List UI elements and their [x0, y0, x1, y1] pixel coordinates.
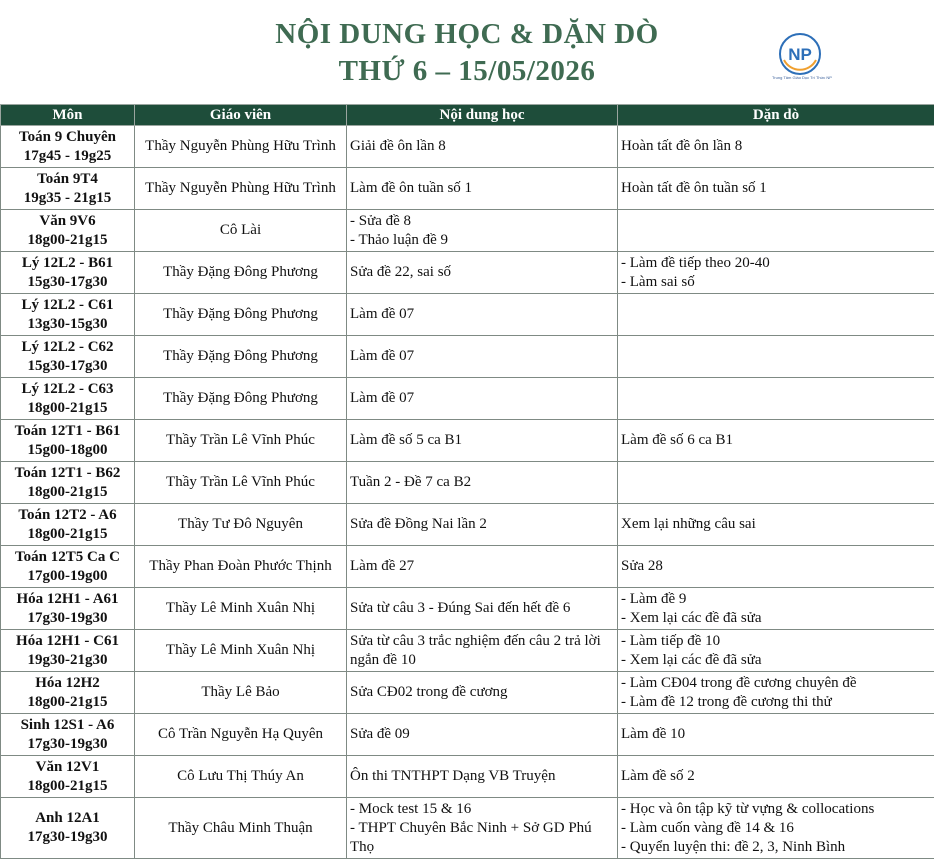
table-row [1, 504, 934, 546]
column-header-giao-vien: Giáo viên [135, 105, 347, 126]
content-cell-line: - Thảo luận đề 9 [350, 231, 449, 248]
table-row [1, 588, 934, 630]
table-row [1, 210, 934, 252]
subject-cell [1, 126, 135, 168]
logo-caption: Trung Tâm Giáo Dục Trí Thức NP [772, 75, 832, 80]
homework-cell-line: - Làm cuốn vàng đề 14 & 16 [621, 819, 794, 836]
subject-cell [1, 630, 135, 672]
content-cell [347, 336, 618, 378]
teacher-cell: Thầy Phan Đoàn Phước Thịnh [135, 546, 347, 588]
content-cell [347, 798, 618, 859]
subject-cell-line: Lý 12L2 - C63 [21, 380, 114, 397]
content-cell [347, 672, 618, 714]
subject-cell-line: 13g30-15g30 [27, 315, 108, 332]
content-cell [347, 294, 618, 336]
content-cell-line: Tuần 2 - Đề 7 ca B2 [350, 474, 472, 490]
content-cell-line: Sửa đề 09 [350, 726, 410, 742]
subject-cell-line: 17g30-19g30 [27, 829, 108, 845]
content-cell-line: Sửa từ câu 3 - Đúng Sai đến hết đề 6 [350, 600, 571, 616]
homework-cell [618, 462, 934, 504]
header [0, 0, 934, 104]
table-row [1, 756, 934, 798]
page-date: THỨ 6 – 15/05/2026 [338, 55, 596, 87]
homework-cell [618, 420, 934, 462]
teacher-cell: Cô Lưu Thị Thúy An [135, 756, 347, 798]
subject-cell [1, 756, 135, 798]
content-cell [347, 252, 618, 294]
subject-cell-line: Văn 9V6 [39, 212, 96, 229]
table-row [1, 126, 934, 168]
subject-cell-line: Lý 12L2 - B61 [21, 254, 114, 271]
homework-cell-line: - Xem lại các đề đã sửa [621, 651, 762, 668]
subject-cell-line: Lý 12L2 - C61 [21, 296, 114, 313]
teacher-cell: Thầy Lê Minh Xuân Nhị [135, 630, 347, 672]
content-cell-line: Làm đề 07 [350, 306, 415, 322]
content-cell-line: ngắn đề 10 [350, 651, 416, 668]
subject-cell-line: Lý 12L2 - C62 [21, 338, 114, 355]
subject-cell [1, 336, 135, 378]
subject-cell-line: 18g00-21g15 [27, 231, 108, 248]
content-cell [347, 504, 618, 546]
content-cell [347, 546, 618, 588]
teacher-cell: Thầy Đặng Đông Phương [135, 294, 347, 336]
content-cell [347, 168, 618, 210]
schedule-table [0, 104, 934, 859]
homework-cell [618, 672, 934, 714]
logo-text: NP [788, 45, 812, 64]
content-cell-line: Làm đề 27 [350, 558, 415, 574]
homework-cell-line: - Làm tiếp đề 10 [621, 632, 721, 649]
content-cell-line: Sửa đề Đồng Nai lần 2 [350, 516, 487, 532]
teacher-cell: Thầy Châu Minh Thuận [135, 798, 347, 859]
subject-cell-line: 18g00-21g15 [27, 399, 108, 416]
content-cell [347, 378, 618, 420]
subject-cell-line: 18g00-21g15 [27, 525, 108, 542]
subject-cell-line: 19g35 - 21g15 [23, 189, 112, 206]
content-cell-line: Giải đề ôn lần 8 [350, 138, 446, 154]
subject-cell-line: 19g30-21g30 [27, 651, 108, 668]
homework-cell-line: - Quyển luyện thi: đề 2, 3, Ninh Bình [621, 838, 846, 855]
homework-cell [618, 168, 934, 210]
subject-cell-line: Hóa 12H1 - C61 [16, 632, 119, 649]
subject-cell [1, 672, 135, 714]
content-cell-line: Sửa CĐ02 trong đề cương [350, 684, 508, 700]
subject-cell-line: 17g00-19g00 [27, 567, 108, 584]
subject-cell [1, 168, 135, 210]
np-logo-icon [776, 30, 824, 78]
teacher-cell: Thầy Nguyễn Phùng Hữu Trình [135, 126, 347, 168]
homework-cell-line: Làm đề 10 [621, 726, 686, 742]
subject-cell-line: 17g30-19g30 [27, 609, 108, 626]
subject-cell-line: 18g00-21g15 [27, 693, 108, 710]
homework-cell-line: Xem lại những câu sai [621, 516, 756, 532]
table-row [1, 420, 934, 462]
table-row [1, 168, 934, 210]
table-header-row [1, 105, 934, 126]
content-cell-line: Sửa đề 22, sai số [350, 264, 452, 280]
content-cell-line: Làm đề ôn tuần số 1 [350, 180, 473, 196]
homework-cell [618, 336, 934, 378]
homework-cell-line: - Làm CĐ04 trong đề cương chuyên đề [621, 674, 857, 691]
teacher-cell: Cô Lài [135, 210, 347, 252]
subject-cell [1, 420, 135, 462]
content-cell [347, 210, 618, 252]
subject-cell [1, 378, 135, 420]
homework-cell-line: - Học và ôn tập kỹ từ vựng & collocations [621, 800, 875, 817]
subject-cell-line: 18g00-21g15 [27, 483, 108, 500]
subject-cell-line: 15g00-18g00 [27, 441, 108, 458]
subject-cell-line: Toán 12T1 - B61 [14, 422, 121, 439]
subject-cell-line: Toán 9 Chuyên [19, 128, 116, 145]
column-header-mon: Môn [1, 105, 135, 126]
subject-cell-line: 18g00-21g15 [27, 777, 108, 794]
teacher-cell: Thầy Tư Đô Nguyên [135, 504, 347, 546]
homework-cell [618, 630, 934, 672]
subject-cell [1, 588, 135, 630]
subject-cell-line: Toán 12T1 - B62 [14, 464, 121, 481]
column-header-noi-dung: Nội dung học [347, 105, 618, 126]
table-row [1, 714, 934, 756]
subject-cell [1, 504, 135, 546]
subject-cell [1, 252, 135, 294]
table-row [1, 336, 934, 378]
table-row [1, 294, 934, 336]
teacher-cell: Thầy Đặng Đông Phương [135, 336, 347, 378]
content-cell [347, 420, 618, 462]
subject-cell-line: Anh 12A1 [35, 810, 100, 826]
subject-cell [1, 210, 135, 252]
homework-cell [618, 210, 934, 252]
homework-cell [618, 546, 934, 588]
subject-cell-line: Hóa 12H2 [35, 674, 100, 691]
subject-cell-line: 17g45 - 19g25 [23, 147, 112, 164]
subject-cell-line: Toán 9T4 [37, 170, 98, 187]
content-cell [347, 462, 618, 504]
teacher-cell: Thầy Nguyễn Phùng Hữu Trình [135, 168, 347, 210]
content-cell-line: Sửa từ câu 3 trắc nghiệm đến câu 2 trả lời [350, 632, 601, 649]
content-cell [347, 126, 618, 168]
content-cell-line: - THPT Chuyên Bắc Ninh + Sở GD Phú [350, 819, 592, 836]
subject-cell-line: Toán 12T2 - A6 [18, 506, 117, 523]
table-body [1, 126, 934, 859]
homework-cell-line: - Làm đề 12 trong đề cương thi thử [621, 693, 832, 710]
table-row [1, 378, 934, 420]
content-cell [347, 588, 618, 630]
homework-cell-line: - Xem lại các đề đã sửa [621, 609, 762, 626]
teacher-cell: Thầy Trần Lê Vĩnh Phúc [135, 420, 347, 462]
homework-cell-line: Sửa 28 [621, 558, 663, 574]
subject-cell-line: 17g30-19g30 [27, 735, 108, 752]
homework-cell [618, 252, 934, 294]
content-cell [347, 756, 618, 798]
homework-cell [618, 378, 934, 420]
homework-cell-line: Hoàn tất đề ôn lần 8 [621, 138, 743, 154]
homework-cell [618, 798, 934, 859]
table-row [1, 672, 934, 714]
content-cell-line: - Sửa đề 8 [350, 212, 412, 229]
content-cell-line: Ôn thi TNTHPT Dạng VB Truyện [350, 768, 556, 784]
page-title: NỘI DUNG HỌC & DẶN DÒ [275, 18, 659, 50]
subject-cell [1, 546, 135, 588]
subject-cell-line: Hóa 12H1 - A61 [16, 590, 119, 607]
homework-cell-line: Hoàn tất đề ôn tuần số 1 [621, 180, 767, 196]
homework-cell [618, 294, 934, 336]
content-cell-line: Thọ [350, 838, 375, 855]
content-cell-line: Làm đề 07 [350, 348, 415, 364]
teacher-cell: Thầy Lê Minh Xuân Nhị [135, 588, 347, 630]
homework-cell-line: Làm đề số 2 [621, 768, 695, 784]
content-cell-line: - Mock test 15 & 16 [350, 800, 472, 817]
table-row [1, 630, 934, 672]
subject-cell [1, 798, 135, 859]
teacher-cell: Thầy Trần Lê Vĩnh Phúc [135, 462, 347, 504]
content-cell [347, 630, 618, 672]
homework-cell-line: Làm đề số 6 ca B1 [621, 432, 734, 448]
subject-cell-line: 15g30-17g30 [27, 273, 108, 290]
subject-cell [1, 294, 135, 336]
homework-cell [618, 714, 934, 756]
homework-cell-line: - Làm sai số [621, 273, 695, 290]
table-row [1, 546, 934, 588]
homework-cell [618, 588, 934, 630]
subject-cell-line: 15g30-17g30 [27, 357, 108, 374]
teacher-cell: Thầy Lê Bảo [135, 672, 347, 714]
subject-cell-line: Sinh 12S1 - A6 [20, 716, 115, 733]
column-header-dan-do: Dặn dò [618, 105, 934, 126]
homework-cell-line: - Làm đề tiếp theo 20-40 [621, 254, 770, 271]
teacher-cell: Cô Trần Nguyễn Hạ Quyên [135, 714, 347, 756]
table-row [1, 462, 934, 504]
table-row [1, 252, 934, 294]
table-row [1, 798, 934, 859]
teacher-cell: Thầy Đặng Đông Phương [135, 378, 347, 420]
content-cell-line: Làm đề số 5 ca B1 [350, 432, 463, 448]
homework-cell-line: - Làm đề 9 [621, 590, 687, 607]
subject-cell-line: Toán 12T5 Ca C [15, 548, 120, 565]
subject-cell [1, 714, 135, 756]
homework-cell [618, 756, 934, 798]
subject-cell [1, 462, 135, 504]
homework-cell [618, 504, 934, 546]
content-cell [347, 714, 618, 756]
subject-cell-line: Văn 12V1 [35, 758, 100, 775]
content-cell-line: Làm đề 07 [350, 390, 415, 406]
teacher-cell: Thầy Đặng Đông Phương [135, 252, 347, 294]
homework-cell [618, 126, 934, 168]
